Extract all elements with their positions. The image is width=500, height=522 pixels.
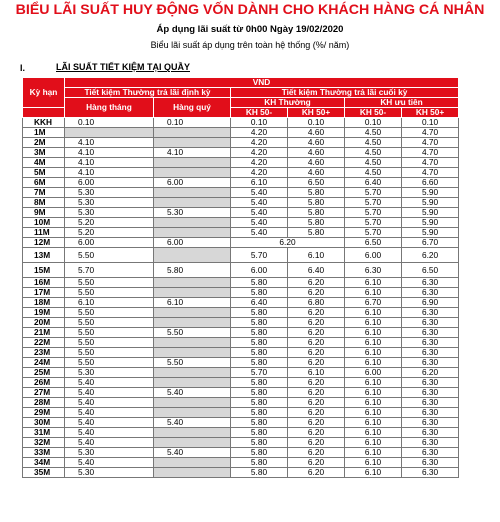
monthly-rate-cell: 5.30 <box>65 468 154 478</box>
regular-over50-rate-cell: 5.80 <box>288 188 345 198</box>
term-cell: 13M <box>23 248 65 263</box>
quarterly-rate-cell <box>154 218 231 228</box>
regular-over50-rate-cell: 6.20 <box>288 378 345 388</box>
interest-rate-table <box>22 77 459 478</box>
term-cell: 4M <box>23 158 65 168</box>
table-row <box>23 128 459 138</box>
priority-over50-rate-cell: 4.70 <box>402 148 459 158</box>
term-cell: 22M <box>23 338 65 348</box>
table-row <box>23 398 459 408</box>
regular-over50-rate-cell: 6.20 <box>288 458 345 468</box>
priority-over50-rate-cell: 6.30 <box>402 348 459 358</box>
priority-over50-rate-cell: 5.90 <box>402 208 459 218</box>
regular-under50-rate-cell: 6.00 <box>231 263 288 278</box>
priority-under50-rate-cell: 6.10 <box>345 468 402 478</box>
priority-under50-rate-cell: 6.10 <box>345 318 402 328</box>
term-cell: 24M <box>23 358 65 368</box>
priority-under50-rate-cell: 4.50 <box>345 148 402 158</box>
priority-over50-rate-cell: 6.30 <box>402 408 459 418</box>
regular-under50-rate-cell: 4.20 <box>231 138 288 148</box>
monthly-rate-cell: 5.30 <box>65 208 154 218</box>
regular-over50-rate-cell: 0.10 <box>288 118 345 128</box>
monthly-rate-cell: 5.50 <box>65 278 154 288</box>
priority-over50-rate-cell: 6.30 <box>402 448 459 458</box>
priority-under50-rate-cell: 6.50 <box>345 238 402 248</box>
quarterly-rate-cell: 5.40 <box>154 388 231 398</box>
term-cell: 19M <box>23 308 65 318</box>
regular-under50-rate-cell: 0.10 <box>231 118 288 128</box>
regular-over50-rate-cell: 6.10 <box>288 248 345 263</box>
table-row <box>23 338 459 348</box>
quarterly-rate-cell: 6.00 <box>154 178 231 188</box>
table-row <box>23 178 459 188</box>
priority-under50-rate-cell: 6.10 <box>345 328 402 338</box>
priority-over50-rate-cell: 6.60 <box>402 178 459 188</box>
table-row <box>23 458 459 468</box>
quarterly-rate-cell <box>154 228 231 238</box>
term-cell: 18M <box>23 298 65 308</box>
term-header: Kỳ hạn <box>23 78 65 108</box>
quarterly-rate-cell: 5.50 <box>154 328 231 338</box>
quarterly-rate-cell <box>154 438 231 448</box>
priority-over50-rate-cell: 5.90 <box>402 228 459 238</box>
term-cell: 1M <box>23 128 65 138</box>
monthly-rate-cell: 5.40 <box>65 418 154 428</box>
term-cell: 12M <box>23 238 65 248</box>
term-cell: 20M <box>23 318 65 328</box>
regular-over50-rate-cell: 6.20 <box>288 328 345 338</box>
monthly-rate-cell: 5.50 <box>65 358 154 368</box>
regular-over50-rate-cell: 6.20 <box>288 398 345 408</box>
rate-note: Biểu lãi suất áp dụng trên toàn hệ thống (%/ năm) <box>150 40 350 50</box>
priority-over50-rate-cell: 4.70 <box>402 158 459 168</box>
table-row <box>23 378 459 388</box>
end-of-term-header: Tiết kiệm Thường trả lãi cuối kỳ <box>231 88 459 98</box>
regular-over50-rate-cell: 5.80 <box>288 228 345 238</box>
priority-under50-rate-cell: 6.10 <box>345 348 402 358</box>
table-row <box>23 288 459 298</box>
quarterly-rate-cell: 5.40 <box>154 418 231 428</box>
monthly-rate-cell: 5.30 <box>65 368 154 378</box>
regular-over50-rate-cell: 6.20 <box>288 468 345 478</box>
quarterly-rate-cell <box>154 188 231 198</box>
regular-under50-rate-cell: 5.80 <box>231 408 288 418</box>
priority-under50-rate-cell: 6.10 <box>345 448 402 458</box>
term-cell: 5M <box>23 168 65 178</box>
monthly-rate-cell: 5.40 <box>65 458 154 468</box>
regular-under50-rate-cell: 5.40 <box>231 218 288 228</box>
priority-under50-rate-cell: 6.10 <box>345 408 402 418</box>
term-cell: 29M <box>23 408 65 418</box>
quarterly-rate-cell: 5.80 <box>154 263 231 278</box>
regular-under50-rate-cell: 5.80 <box>231 468 288 478</box>
monthly-rate-cell: 5.40 <box>65 398 154 408</box>
priority-over50-rate-cell: 4.70 <box>402 168 459 178</box>
table-row <box>23 228 459 238</box>
term-cell: 32M <box>23 438 65 448</box>
monthly-rate-cell: 5.30 <box>65 198 154 208</box>
priority-under50-rate-cell: 6.10 <box>345 458 402 468</box>
regular-over50-rate-cell: 4.60 <box>288 138 345 148</box>
table-row <box>23 198 459 208</box>
quarterly-rate-cell <box>154 288 231 298</box>
priority-over50-rate-cell: 6.30 <box>402 308 459 318</box>
table-row <box>23 218 459 228</box>
term-cell: 3M <box>23 148 65 158</box>
monthly-rate-cell: 5.30 <box>65 448 154 458</box>
priority-over50-rate-cell: 6.30 <box>402 358 459 368</box>
regular-over50-rate-cell: 6.50 <box>288 178 345 188</box>
priority-under50-rate-cell: 6.10 <box>345 388 402 398</box>
regular-over50-rate-cell: 4.60 <box>288 148 345 158</box>
term-cell: 33M <box>23 448 65 458</box>
priority-over50-rate-cell: 4.70 <box>402 128 459 138</box>
priority-under50-rate-cell: 4.50 <box>345 128 402 138</box>
term-header-spacer <box>23 108 65 118</box>
monthly-rate-cell: 0.10 <box>65 118 154 128</box>
monthly-rate-cell: 5.50 <box>65 318 154 328</box>
priority-over50-rate-cell: 6.30 <box>402 318 459 328</box>
monthly-rate-cell: 5.70 <box>65 263 154 278</box>
monthly-rate-cell <box>65 128 154 138</box>
term-cell: 35M <box>23 468 65 478</box>
regular-over50-rate-cell: 6.10 <box>288 368 345 378</box>
term-cell: KKH <box>23 118 65 128</box>
monthly-rate-cell: 5.40 <box>65 438 154 448</box>
quarterly-rate-cell: 5.50 <box>154 358 231 368</box>
priority-under50-rate-cell: 6.00 <box>345 368 402 378</box>
monthly-rate-cell: 5.50 <box>65 288 154 298</box>
section-number: I. <box>20 63 26 73</box>
regular-under50-rate-cell: 5.80 <box>231 378 288 388</box>
table-row <box>23 468 459 478</box>
priority-under50-rate-cell: 6.10 <box>345 398 402 408</box>
term-cell: 11M <box>23 228 65 238</box>
priority-over50-rate-cell: 4.70 <box>402 138 459 148</box>
priority-under50-rate-cell: 5.70 <box>345 218 402 228</box>
priority-under50-rate-cell: 4.50 <box>345 158 402 168</box>
term-cell: 28M <box>23 398 65 408</box>
regular-under50-rate-cell: 5.40 <box>231 188 288 198</box>
table-row <box>23 188 459 198</box>
regular-under50-rate-cell: 5.80 <box>231 398 288 408</box>
currency-header: VND <box>65 78 459 88</box>
regular-under50-rate-cell: 4.20 <box>231 148 288 158</box>
regular-over50-rate-cell: 6.20 <box>288 418 345 428</box>
table-row <box>23 298 459 308</box>
priority-under50-rate-cell: 6.10 <box>345 288 402 298</box>
monthly-rate-cell: 5.20 <box>65 228 154 238</box>
term-cell: 2M <box>23 138 65 148</box>
regular-under50-rate-cell: 5.80 <box>231 308 288 318</box>
term-cell: 9M <box>23 208 65 218</box>
regular-over50-rate-cell: 6.20 <box>288 288 345 298</box>
priority-under50-rate-cell: 6.10 <box>345 418 402 428</box>
term-cell: 16M <box>23 278 65 288</box>
regular-over50-rate-cell: 6.20 <box>288 388 345 398</box>
regular-merged-rate-cell: 6.20 <box>231 238 345 248</box>
table-row <box>23 248 459 263</box>
quarterly-rate-cell: 5.30 <box>154 208 231 218</box>
rate-table-body <box>23 118 459 478</box>
table-row <box>23 428 459 438</box>
priority-under50-header: KH 50- <box>345 108 402 118</box>
quarterly-rate-cell <box>154 348 231 358</box>
monthly-rate-cell: 4.10 <box>65 148 154 158</box>
table-row <box>23 263 459 278</box>
priority-over50-rate-cell: 6.30 <box>402 428 459 438</box>
monthly-rate-cell: 5.40 <box>65 408 154 418</box>
quarterly-rate-cell: 5.40 <box>154 448 231 458</box>
table-row <box>23 308 459 318</box>
term-cell: 25M <box>23 368 65 378</box>
regular-under50-rate-cell: 5.80 <box>231 328 288 338</box>
regular-under50-rate-cell: 5.80 <box>231 428 288 438</box>
quarterly-rate-cell <box>154 308 231 318</box>
priority-under50-rate-cell: 5.70 <box>345 208 402 218</box>
quarterly-rate-cell <box>154 248 231 263</box>
priority-over50-rate-cell: 6.90 <box>402 298 459 308</box>
priority-over50-rate-cell: 6.30 <box>402 388 459 398</box>
regular-under50-rate-cell: 5.80 <box>231 438 288 448</box>
quarterly-rate-cell: 0.10 <box>154 118 231 128</box>
quarterly-header: Hàng quý <box>154 98 231 118</box>
term-cell: 31M <box>23 428 65 438</box>
regular-over50-header: KH 50+ <box>288 108 345 118</box>
term-cell: 7M <box>23 188 65 198</box>
priority-over50-rate-cell: 6.20 <box>402 248 459 263</box>
monthly-rate-cell: 4.10 <box>65 138 154 148</box>
priority-under50-rate-cell: 6.10 <box>345 308 402 318</box>
table-row <box>23 448 459 458</box>
regular-customer-header: KH Thường <box>231 98 345 108</box>
term-cell: 21M <box>23 328 65 338</box>
priority-over50-rate-cell: 6.30 <box>402 418 459 428</box>
regular-over50-rate-cell: 5.80 <box>288 198 345 208</box>
regular-under50-rate-cell: 5.40 <box>231 198 288 208</box>
term-cell: 23M <box>23 348 65 358</box>
regular-over50-rate-cell: 4.60 <box>288 158 345 168</box>
quarterly-rate-cell: 6.00 <box>154 238 231 248</box>
priority-over50-rate-cell: 6.30 <box>402 378 459 388</box>
regular-under50-rate-cell: 5.70 <box>231 248 288 263</box>
regular-over50-rate-cell: 6.20 <box>288 428 345 438</box>
table-row <box>23 118 459 128</box>
regular-under50-rate-cell: 6.40 <box>231 298 288 308</box>
monthly-rate-cell: 5.50 <box>65 248 154 263</box>
quarterly-rate-cell <box>154 408 231 418</box>
term-cell: 26M <box>23 378 65 388</box>
regular-under50-rate-cell: 5.80 <box>231 358 288 368</box>
regular-over50-rate-cell: 6.20 <box>288 308 345 318</box>
term-cell: 30M <box>23 418 65 428</box>
term-cell: 15M <box>23 263 65 278</box>
table-row <box>23 358 459 368</box>
priority-under50-rate-cell: 4.50 <box>345 138 402 148</box>
regular-under50-rate-cell: 5.80 <box>231 418 288 428</box>
term-cell: 8M <box>23 198 65 208</box>
regular-under50-rate-cell: 5.80 <box>231 318 288 328</box>
table-row <box>23 278 459 288</box>
term-cell: 10M <box>23 218 65 228</box>
quarterly-rate-cell <box>154 458 231 468</box>
regular-over50-rate-cell: 6.20 <box>288 438 345 448</box>
regular-under50-rate-cell: 5.80 <box>231 388 288 398</box>
table-row <box>23 208 459 218</box>
monthly-rate-cell: 5.50 <box>65 338 154 348</box>
regular-over50-rate-cell: 6.20 <box>288 358 345 368</box>
priority-under50-rate-cell: 6.10 <box>345 438 402 448</box>
regular-under50-rate-cell: 4.20 <box>231 128 288 138</box>
quarterly-rate-cell <box>154 368 231 378</box>
table-row <box>23 388 459 398</box>
priority-under50-rate-cell: 5.70 <box>345 198 402 208</box>
priority-under50-rate-cell: 6.10 <box>345 278 402 288</box>
priority-under50-rate-cell: 6.70 <box>345 298 402 308</box>
monthly-header: Hàng tháng <box>65 98 154 118</box>
priority-customer-header: KH ưu tiên <box>345 98 459 108</box>
monthly-rate-cell: 5.40 <box>65 378 154 388</box>
regular-under50-rate-cell: 5.70 <box>231 368 288 378</box>
priority-under50-rate-cell: 5.70 <box>345 228 402 238</box>
quarterly-rate-cell <box>154 138 231 148</box>
regular-over50-rate-cell: 6.20 <box>288 278 345 288</box>
regular-over50-rate-cell: 6.20 <box>288 408 345 418</box>
regular-over50-rate-cell: 6.40 <box>288 263 345 278</box>
table-row <box>23 138 459 148</box>
priority-over50-rate-cell: 6.20 <box>402 368 459 378</box>
regular-over50-rate-cell: 6.80 <box>288 298 345 308</box>
table-row <box>23 158 459 168</box>
priority-over50-rate-cell: 6.30 <box>402 398 459 408</box>
priority-under50-rate-cell: 6.00 <box>345 248 402 263</box>
priority-under50-rate-cell: 0.10 <box>345 118 402 128</box>
periodic-header: Tiết kiệm Thường trả lãi định kỳ <box>65 88 231 98</box>
regular-over50-rate-cell: 4.60 <box>288 128 345 138</box>
quarterly-rate-cell <box>154 158 231 168</box>
priority-over50-rate-cell: 6.30 <box>402 338 459 348</box>
priority-over50-rate-cell: 5.90 <box>402 188 459 198</box>
regular-under50-rate-cell: 5.40 <box>231 228 288 238</box>
regular-under50-rate-cell: 5.80 <box>231 338 288 348</box>
monthly-rate-cell: 5.50 <box>65 348 154 358</box>
monthly-rate-cell: 5.50 <box>65 328 154 338</box>
regular-under50-rate-cell: 5.40 <box>231 208 288 218</box>
priority-under50-rate-cell: 5.70 <box>345 188 402 198</box>
section-title: LÃI SUẤT TIẾT KIỆM TẠI QUẦY <box>56 62 190 72</box>
monthly-rate-cell: 6.00 <box>65 238 154 248</box>
regular-under50-rate-cell: 5.80 <box>231 288 288 298</box>
table-row <box>23 148 459 158</box>
quarterly-rate-cell <box>154 338 231 348</box>
table-row <box>23 408 459 418</box>
quarterly-rate-cell <box>154 398 231 408</box>
regular-over50-rate-cell: 5.80 <box>288 208 345 218</box>
priority-over50-rate-cell: 6.30 <box>402 438 459 448</box>
priority-over50-rate-cell: 6.30 <box>402 328 459 338</box>
term-cell: 34M <box>23 458 65 468</box>
priority-under50-rate-cell: 6.10 <box>345 428 402 438</box>
term-cell: 6M <box>23 178 65 188</box>
table-row <box>23 328 459 338</box>
regular-under50-rate-cell: 5.80 <box>231 448 288 458</box>
monthly-rate-cell: 6.10 <box>65 298 154 308</box>
monthly-rate-cell: 4.10 <box>65 168 154 178</box>
priority-over50-rate-cell: 6.30 <box>402 458 459 468</box>
table-row <box>23 168 459 178</box>
priority-over50-rate-cell: 6.30 <box>402 468 459 478</box>
priority-under50-rate-cell: 6.10 <box>345 358 402 368</box>
regular-over50-rate-cell: 6.20 <box>288 338 345 348</box>
regular-under50-header: KH 50- <box>231 108 288 118</box>
priority-over50-rate-cell: 6.50 <box>402 263 459 278</box>
priority-over50-rate-cell: 6.70 <box>402 238 459 248</box>
quarterly-rate-cell: 4.10 <box>154 148 231 158</box>
regular-over50-rate-cell: 5.80 <box>288 218 345 228</box>
page-title: BIỂU LÃI SUẤT HUY ĐỘNG VỐN DÀNH CHO KHÁCH HÀNG CÁ NHÂN <box>15 2 485 18</box>
term-cell: 27M <box>23 388 65 398</box>
regular-over50-rate-cell: 6.20 <box>288 448 345 458</box>
quarterly-rate-cell <box>154 198 231 208</box>
monthly-rate-cell: 5.20 <box>65 218 154 228</box>
quarterly-rate-cell <box>154 278 231 288</box>
regular-under50-rate-cell: 5.80 <box>231 348 288 358</box>
monthly-rate-cell: 5.30 <box>65 188 154 198</box>
priority-over50-rate-cell: 5.90 <box>402 198 459 208</box>
quarterly-rate-cell <box>154 428 231 438</box>
monthly-rate-cell: 5.40 <box>65 428 154 438</box>
priority-over50-rate-cell: 0.10 <box>402 118 459 128</box>
quarterly-rate-cell <box>154 318 231 328</box>
effective-date: Áp dụng lãi suất từ 0h00 Ngày 19/02/2020 <box>156 24 344 35</box>
table-row <box>23 418 459 428</box>
regular-under50-rate-cell: 5.80 <box>231 458 288 468</box>
quarterly-rate-cell: 6.10 <box>154 298 231 308</box>
regular-under50-rate-cell: 6.10 <box>231 178 288 188</box>
quarterly-rate-cell <box>154 468 231 478</box>
monthly-rate-cell: 5.40 <box>65 388 154 398</box>
monthly-rate-cell: 5.50 <box>65 308 154 318</box>
table-row <box>23 238 459 248</box>
priority-over50-rate-cell: 5.90 <box>402 218 459 228</box>
regular-over50-rate-cell: 4.60 <box>288 168 345 178</box>
priority-under50-rate-cell: 6.10 <box>345 378 402 388</box>
quarterly-rate-cell <box>154 378 231 388</box>
table-row <box>23 438 459 448</box>
monthly-rate-cell: 4.10 <box>65 158 154 168</box>
quarterly-rate-cell <box>154 168 231 178</box>
table-row <box>23 348 459 358</box>
monthly-rate-cell: 6.00 <box>65 178 154 188</box>
regular-under50-rate-cell: 4.20 <box>231 158 288 168</box>
priority-under50-rate-cell: 4.50 <box>345 168 402 178</box>
table-row <box>23 368 459 378</box>
regular-over50-rate-cell: 6.20 <box>288 348 345 358</box>
priority-over50-header: KH 50+ <box>402 108 459 118</box>
priority-under50-rate-cell: 6.40 <box>345 178 402 188</box>
quarterly-rate-cell <box>154 128 231 138</box>
table-row <box>23 318 459 328</box>
regular-over50-rate-cell: 6.20 <box>288 318 345 328</box>
priority-over50-rate-cell: 6.30 <box>402 288 459 298</box>
priority-under50-rate-cell: 6.10 <box>345 338 402 348</box>
term-cell: 17M <box>23 288 65 298</box>
regular-under50-rate-cell: 5.80 <box>231 278 288 288</box>
priority-over50-rate-cell: 6.30 <box>402 278 459 288</box>
regular-under50-rate-cell: 4.20 <box>231 168 288 178</box>
priority-under50-rate-cell: 6.30 <box>345 263 402 278</box>
